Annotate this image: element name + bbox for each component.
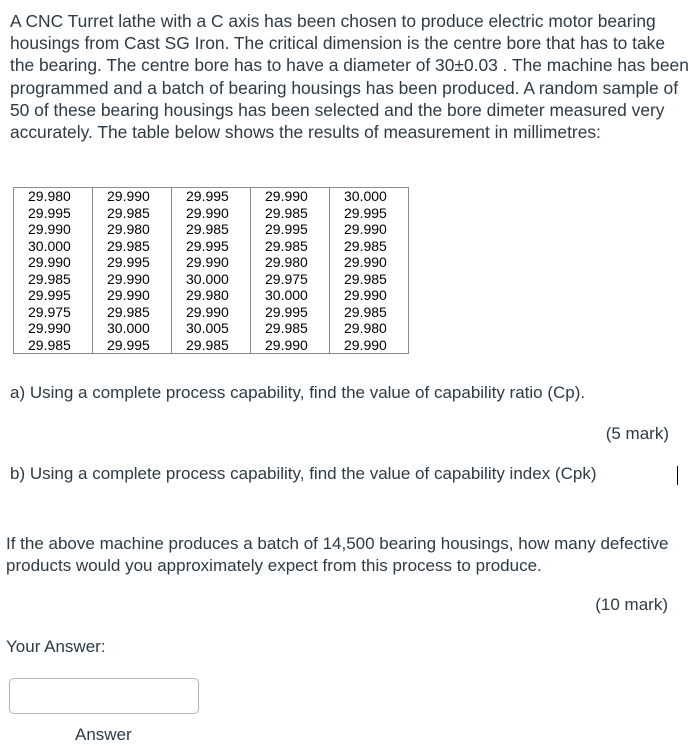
table-cell: 30.000 (330, 188, 409, 205)
table-row (14, 304, 409, 321)
table-cell: 29.995 (172, 188, 251, 205)
table-row (14, 271, 409, 288)
table-cell: 29.990 (251, 337, 330, 354)
table-cell: 29.985 (93, 304, 172, 321)
table-cell: 29.990 (14, 221, 93, 238)
table-cell: 29.985 (172, 337, 251, 354)
table-cell: 29.990 (251, 188, 330, 205)
table-cell: 29.995 (14, 287, 93, 304)
table-row (14, 205, 409, 222)
table-cell: 29.990 (330, 221, 409, 238)
table-cell: 29.995 (172, 238, 251, 255)
table-cell: 29.975 (14, 304, 93, 321)
table-cell: 29.995 (93, 254, 172, 271)
table-cell: 29.985 (330, 304, 409, 321)
table-cell: 30.000 (14, 238, 93, 255)
table-cell: 29.980 (330, 320, 409, 337)
table-cell: 29.985 (93, 238, 172, 255)
table-row (14, 287, 409, 304)
table-row (14, 188, 409, 205)
table-cell: 29.980 (93, 221, 172, 238)
table-cell: 29.990 (14, 254, 93, 271)
table-cell: 30.005 (172, 320, 251, 337)
table-cell: 29.985 (251, 320, 330, 337)
table-cell: 29.990 (93, 287, 172, 304)
answer-caption: Answer (75, 725, 132, 744)
question-b-text: b) Using a complete process capability, find the value of capability index (Cpk) (10, 464, 597, 483)
table-cell: 29.995 (251, 221, 330, 238)
mark-b-label: (10 mark) (595, 595, 668, 614)
answer-input[interactable] (9, 678, 199, 714)
table-cell: 29.990 (14, 320, 93, 337)
table-cell: 29.990 (172, 254, 251, 271)
table-cell: 29.995 (251, 304, 330, 321)
table-cell: 29.980 (251, 254, 330, 271)
table-cell: 29.985 (93, 205, 172, 222)
table-cell: 29.980 (172, 287, 251, 304)
table-cell: 29.990 (330, 337, 409, 354)
table-row (14, 337, 409, 354)
table-cell: 29.990 (93, 188, 172, 205)
table-row (14, 238, 409, 255)
table-cell: 29.995 (93, 337, 172, 354)
table-cell: 29.985 (251, 205, 330, 222)
your-answer-label: Your Answer: (6, 637, 106, 656)
table-cell: 29.990 (330, 287, 409, 304)
table-cell: 29.990 (93, 271, 172, 288)
table-cell: 30.000 (172, 271, 251, 288)
table-cell: 29.990 (172, 304, 251, 321)
table-row (14, 221, 409, 238)
table-cell: 30.000 (251, 287, 330, 304)
table-row (14, 320, 409, 337)
table-cell: 29.985 (330, 271, 409, 288)
measurement-table (13, 187, 409, 354)
table-cell: 29.985 (14, 271, 93, 288)
table-cell: 29.980 (14, 188, 93, 205)
question-c-text: If the above machine produces a batch of 14,500 bearing housings, how many defective products would you approximately expect from this process to produce. (6, 534, 669, 575)
question-a-text: a) Using a complete process capability, find the value of capability ratio (Cp). (10, 383, 586, 402)
table-cell: 29.995 (330, 205, 409, 222)
table-cell: 29.985 (330, 238, 409, 255)
table-cell: 29.995 (14, 205, 93, 222)
table-cell: 29.990 (330, 254, 409, 271)
text-cursor (677, 466, 678, 485)
table-cell: 29.990 (172, 205, 251, 222)
mark-a-label: (5 mark) (605, 424, 669, 443)
table-cell: 29.975 (251, 271, 330, 288)
table-cell: 29.985 (251, 238, 330, 255)
table-cell: 30.000 (93, 320, 172, 337)
table-cell: 29.985 (14, 337, 93, 354)
table-row (14, 254, 409, 271)
table-cell: 29.985 (172, 221, 251, 238)
question-intro-text: A CNC Turret lathe with a C axis has been chosen to produce electric motor bearing housings from Cast SG Iron. The critical dimension is the centre bore that has to take the bearing. The centre bore has to have a diameter of 30±0.03 . The machine has been programmed and a batch of bearing housings has been produced. A random sample of 50 of these bearing housings has been selected and the bore dimeter measured very accurately. The table below shows the results of measurement in millimetres: (10, 11, 689, 143)
